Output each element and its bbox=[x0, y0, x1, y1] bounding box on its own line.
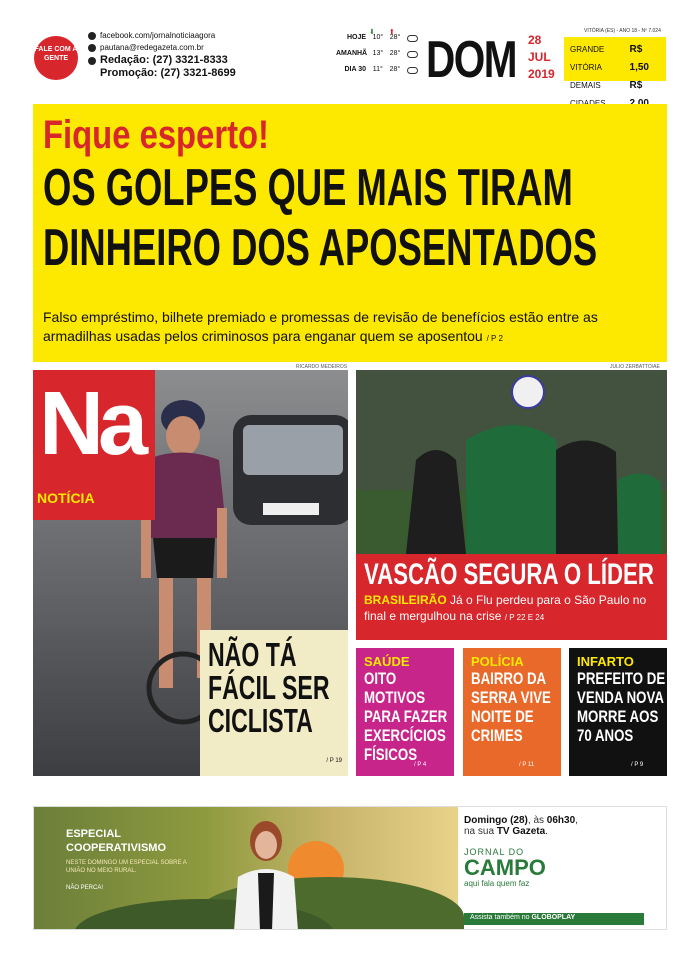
page-ref: / P 4 bbox=[414, 762, 427, 768]
email-icon bbox=[88, 44, 96, 52]
photo-credit: JULIO ZERBATTO/AE bbox=[610, 364, 660, 370]
edition-info: VITÓRIA (ES) - ANO 18 - Nº 7.024 bbox=[584, 28, 661, 34]
ad-text bbox=[66, 827, 196, 891]
vascao-text: Já o Flu perdeu para o São Paulo no final e mergulhou na crise bbox=[364, 593, 647, 623]
cloud-icon bbox=[407, 35, 418, 42]
arrow-up-icon: ⬆ bbox=[388, 29, 395, 36]
ad-banner bbox=[34, 807, 458, 930]
promocao-phone: Promoção: (27) 3321-8699 bbox=[100, 67, 236, 79]
price-box bbox=[564, 37, 666, 91]
channel-name: TV Gazeta bbox=[496, 826, 546, 837]
presenter-illustration bbox=[232, 817, 300, 930]
program-logo: CAMPO bbox=[464, 855, 546, 880]
redacao-phone: Redação: (27) 3321-8333 bbox=[100, 54, 228, 66]
headline-sub-text: Falso empréstimo, bilhete premiado e promessas de revisão de benefícios estão entre as armadilhas usadas pelos criminosos para enganar quem se aposentou bbox=[43, 309, 598, 344]
cyclist-story[interactable] bbox=[200, 630, 348, 776]
page-ref: / P 19 bbox=[326, 758, 342, 764]
email-link[interactable]: pautana@redegazeta.com.br bbox=[100, 43, 204, 52]
ad-title: ESPECIAL bbox=[66, 828, 122, 840]
cloud-icon bbox=[407, 51, 418, 58]
story-tag: INFARTO bbox=[577, 654, 634, 669]
weather-day: HOJE bbox=[346, 34, 366, 41]
headline-line-2: DINHEIRO DOS APOSENTADOS bbox=[43, 219, 598, 277]
infarct-story[interactable] bbox=[569, 648, 667, 776]
photo-credit: RICARDO MEDEIROS bbox=[296, 364, 348, 370]
ad-description: NESTE DOMINGO UM ESPECIAL SOBRE A UNIÃO NO MEIO RURAL. bbox=[66, 860, 187, 874]
logo-na: Na bbox=[39, 374, 143, 474]
weather-row bbox=[336, 46, 418, 62]
schedule-day: Domingo (28) bbox=[464, 815, 528, 826]
page-ref: / P 11 bbox=[519, 762, 535, 768]
price-value: R$ bbox=[629, 80, 643, 91]
schedule-sep: , às bbox=[527, 815, 547, 826]
price-label: GRANDE VITÓRIA bbox=[570, 45, 605, 72]
channel-pre: na sua bbox=[464, 826, 497, 837]
police-story[interactable] bbox=[463, 648, 561, 776]
health-story[interactable] bbox=[356, 648, 454, 776]
na-logo bbox=[33, 370, 155, 520]
weather-row bbox=[336, 30, 418, 46]
weather-row bbox=[336, 62, 418, 78]
globoplay-banner[interactable] bbox=[464, 913, 644, 925]
program-slogan: aqui fala quem faz bbox=[464, 879, 530, 888]
date-month: JUL bbox=[528, 50, 551, 64]
vascao-tag: BRASILEIRÃO bbox=[364, 593, 447, 607]
weather-min: 10° bbox=[372, 34, 384, 41]
story-headline: PREFEITO DE VENDA NOVA MORRE AOS 70 ANOS bbox=[577, 669, 666, 745]
weather-day: AMANHÃ bbox=[336, 50, 368, 57]
globoplay-label: GLOBOPLAY bbox=[531, 914, 576, 921]
story-tag: SAÚDE bbox=[364, 654, 410, 669]
logo-noticia: NOTÍCIA bbox=[37, 490, 95, 506]
weather-max: 28° bbox=[389, 34, 401, 41]
weekday: DOM bbox=[426, 31, 516, 89]
weather-day: DIA 30 bbox=[344, 66, 366, 73]
contact-badge[interactable] bbox=[34, 36, 78, 80]
page-ref: / P 22 E 24 bbox=[504, 613, 545, 622]
weather-forecast bbox=[336, 30, 418, 78]
weather-min: 13° bbox=[372, 50, 384, 57]
vascao-headline: VASCÃO SEGURA O LÍDER bbox=[364, 558, 654, 591]
price-label: DEMAIS bbox=[570, 81, 601, 90]
headline-kicker: Fique esperto! bbox=[43, 113, 269, 157]
story-headline: BAIRRO DA SERRA VIVE NOITE DE CRIMES bbox=[471, 669, 551, 745]
headline-line-1: OS GOLPES QUE MAIS TIRAM bbox=[43, 159, 573, 217]
story-tag: POLÍCIA bbox=[471, 654, 524, 669]
globoplay-pre: Assista também no bbox=[470, 914, 532, 921]
vascao-story[interactable] bbox=[356, 554, 667, 640]
price-value: R$ 1,50 bbox=[629, 44, 649, 73]
arrow-down-icon: ⬇ bbox=[369, 29, 375, 36]
date-year: 2019 bbox=[528, 67, 555, 81]
masthead bbox=[0, 0, 700, 104]
weather-max: 28° bbox=[389, 66, 401, 73]
issue-date bbox=[528, 32, 555, 83]
cyclist-headline: NÃO TÁ FÁCIL SER CICLISTA bbox=[208, 636, 330, 739]
program-logo-top: JORNAL DO bbox=[464, 847, 525, 857]
contact-info bbox=[88, 30, 308, 80]
page-ref: / P 2 bbox=[486, 334, 503, 343]
headline-subtext bbox=[43, 308, 657, 348]
whatsapp-icon bbox=[88, 57, 96, 65]
vascao-subtext bbox=[364, 592, 659, 626]
ad-schedule bbox=[464, 815, 662, 925]
ad-cta: NÃO PERCA! bbox=[66, 885, 104, 891]
tv-advertisement[interactable] bbox=[33, 806, 667, 930]
story-headline: OITO MOTIVOS PARA FAZER EXERCÍCIOS FÍSICOS bbox=[364, 669, 448, 764]
date-day: 28 bbox=[528, 33, 542, 47]
schedule-time: 06h30 bbox=[546, 815, 576, 826]
schedule-end: , bbox=[575, 815, 578, 826]
facebook-link[interactable]: facebook.com/jornalnoticiaagora bbox=[100, 31, 216, 40]
cloud-icon bbox=[407, 67, 418, 74]
weather-max: 28° bbox=[389, 50, 401, 57]
weather-min: 11° bbox=[372, 66, 383, 73]
contact-badge-label: FALE COM A GENTE bbox=[34, 46, 78, 62]
page-ref: / P 9 bbox=[631, 762, 644, 768]
football-illustration bbox=[356, 370, 667, 554]
ad-title: COOPERATIVISMO bbox=[66, 842, 167, 854]
channel-end: . bbox=[545, 826, 548, 837]
football-photo[interactable] bbox=[356, 370, 667, 554]
facebook-icon bbox=[88, 32, 96, 40]
main-headline[interactable] bbox=[33, 104, 667, 362]
